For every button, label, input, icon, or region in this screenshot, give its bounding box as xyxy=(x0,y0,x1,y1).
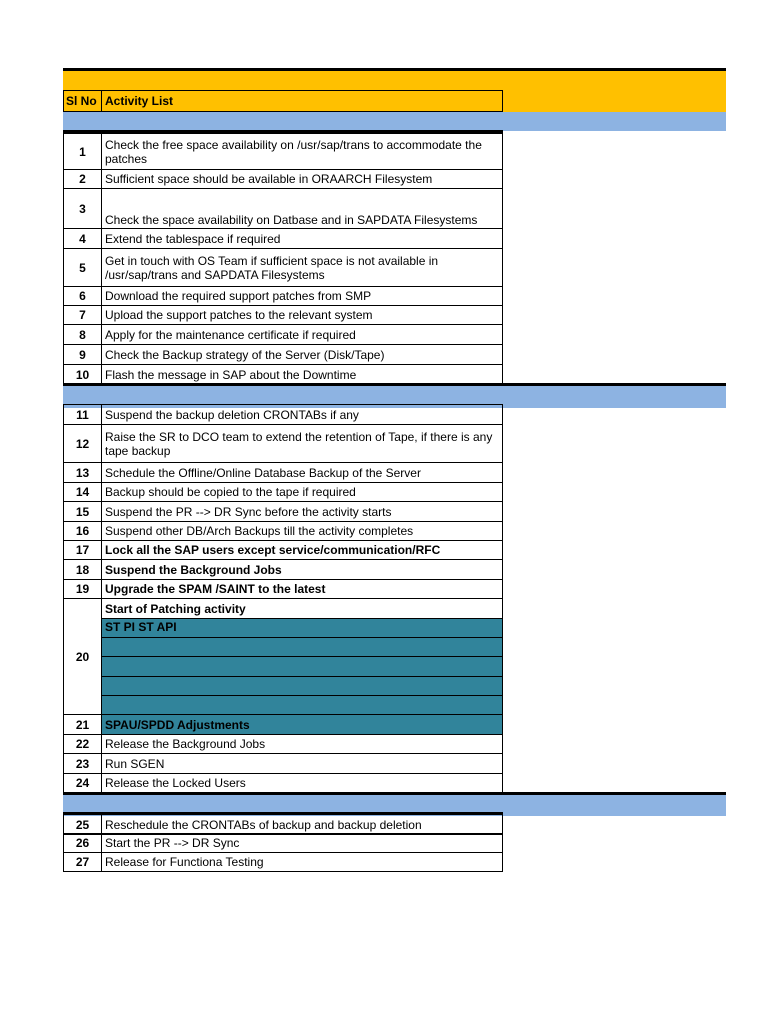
row-activity: Start the PR --> DR Sync xyxy=(101,833,503,853)
table-row xyxy=(63,462,503,483)
row-activity: Extend the tablespace if required xyxy=(101,228,503,249)
table-row xyxy=(63,424,503,463)
row-activity: Raise the SR to DCO team to extend the retention of Tape, if there is any tape backup xyxy=(101,424,503,463)
row-activity: Reschedule the CRONTABs of backup and backup deletion xyxy=(101,814,503,835)
row-number: 13 xyxy=(63,462,102,483)
row-number: 14 xyxy=(63,482,102,502)
section-band-pre xyxy=(63,112,726,131)
table-row xyxy=(63,833,503,853)
row-activity: Upload the support patches to the relevant system xyxy=(101,305,503,325)
teal-cell xyxy=(101,695,503,715)
row-number: 17 xyxy=(63,540,102,560)
row-activity: Backup should be copied to the tape if required xyxy=(101,482,503,502)
row-activity-sub: ST PI ST API xyxy=(101,618,503,638)
row-number: 26 xyxy=(63,833,102,853)
table-row xyxy=(63,598,503,619)
row-activity: Download the required support patches from SMP xyxy=(101,286,503,306)
row-number: 21 xyxy=(63,714,102,735)
table-row xyxy=(63,364,503,385)
row-activity: Suspend other DB/Arch Backups till the activity completes xyxy=(101,521,503,541)
row-activity: Flash the message in SAP about the Downtime xyxy=(101,364,503,385)
row-activity: Suspend the PR --> DR Sync before the activity starts xyxy=(101,501,503,522)
row-activity: Start of Patching activity xyxy=(101,598,503,619)
table-row xyxy=(63,812,503,835)
table-row xyxy=(63,521,503,541)
teal-subrow xyxy=(63,695,503,715)
table-row xyxy=(63,714,503,735)
row-number: 10 xyxy=(63,364,102,385)
table-row xyxy=(63,753,503,774)
table-row xyxy=(63,169,503,189)
row-number: 24 xyxy=(63,773,102,793)
row-activity: Get in touch with OS Team if sufficient space is not available in /usr/sap/trans and SAPDATA Filesystems xyxy=(101,248,503,287)
row-number-20: 20 xyxy=(63,598,102,715)
row-activity: Suspend the Background Jobs xyxy=(101,559,503,580)
table-row xyxy=(63,559,503,580)
row-number: 11 xyxy=(63,404,102,425)
table-row xyxy=(63,579,503,599)
table-row xyxy=(63,482,503,502)
row-activity: Lock all the SAP users except service/communication/RFC xyxy=(101,540,503,560)
row-number: 2 xyxy=(63,169,102,189)
table-row xyxy=(63,344,503,365)
row-number: 19 xyxy=(63,579,102,599)
row-activity: Suspend the backup deletion CRONTABs if any xyxy=(101,404,503,425)
row-activity: Schedule the Offline/Online Database Backup of the Server xyxy=(101,462,503,483)
table-row xyxy=(63,133,503,170)
row-number: 9 xyxy=(63,344,102,365)
row-number: 8 xyxy=(63,324,102,345)
row-activity: Run SGEN xyxy=(101,753,503,774)
row-activity: Release the Locked Users xyxy=(101,773,503,793)
row-activity: Check the Backup strategy of the Server (Disk/Tape) xyxy=(101,344,503,365)
table-row xyxy=(63,305,503,325)
header-activity-list: Activity List xyxy=(101,90,503,112)
row-number: 3 xyxy=(63,188,102,229)
teal-cell xyxy=(101,637,503,657)
table-row xyxy=(63,286,503,306)
teal-subrow xyxy=(63,676,503,696)
table-row xyxy=(63,773,503,793)
row-activity: Sufficient space should be available in ORAARCH Filesystem xyxy=(101,169,503,189)
row-activity: Apply for the maintenance certificate if required xyxy=(101,324,503,345)
row-number: 23 xyxy=(63,753,102,774)
row-number: 25 xyxy=(63,814,102,835)
row-number: 27 xyxy=(63,852,102,872)
row-number: 1 xyxy=(63,133,102,170)
row-activity: Release for Functiona Testing xyxy=(101,852,503,872)
table-row xyxy=(63,852,503,872)
row-activity: Check the free space availability on /usr/sap/trans to accommodate the patches xyxy=(101,133,503,170)
row-activity: Upgrade the SPAM /SAINT to the latest xyxy=(101,579,503,599)
row-number: 22 xyxy=(63,734,102,754)
row-number: 16 xyxy=(63,521,102,541)
table-row xyxy=(63,188,503,229)
row-activity: Release the Background Jobs xyxy=(101,734,503,754)
table-row xyxy=(63,734,503,754)
header-sl-no: Sl No xyxy=(63,90,102,112)
row-number: 6 xyxy=(63,286,102,306)
row-number: 5 xyxy=(63,248,102,287)
row-number: 7 xyxy=(63,305,102,325)
row-number: 18 xyxy=(63,559,102,580)
row-number: 12 xyxy=(63,424,102,463)
table-row xyxy=(63,501,503,522)
row-number: 4 xyxy=(63,228,102,249)
header-row xyxy=(63,90,503,112)
table-row xyxy=(63,404,503,425)
row-activity: Check the space availability on Datbase and in SAPDATA Filesystems xyxy=(101,188,503,229)
teal-subrow xyxy=(63,656,503,677)
teal-cell xyxy=(101,656,503,677)
table-row xyxy=(63,248,503,287)
table-row xyxy=(63,324,503,345)
teal-subrow xyxy=(63,637,503,657)
row-number: 15 xyxy=(63,501,102,522)
teal-subrow xyxy=(63,618,503,638)
row-activity: SPAU/SPDD Adjustments xyxy=(101,714,503,735)
table-row xyxy=(63,540,503,560)
table-row xyxy=(63,228,503,249)
teal-cell xyxy=(101,676,503,696)
